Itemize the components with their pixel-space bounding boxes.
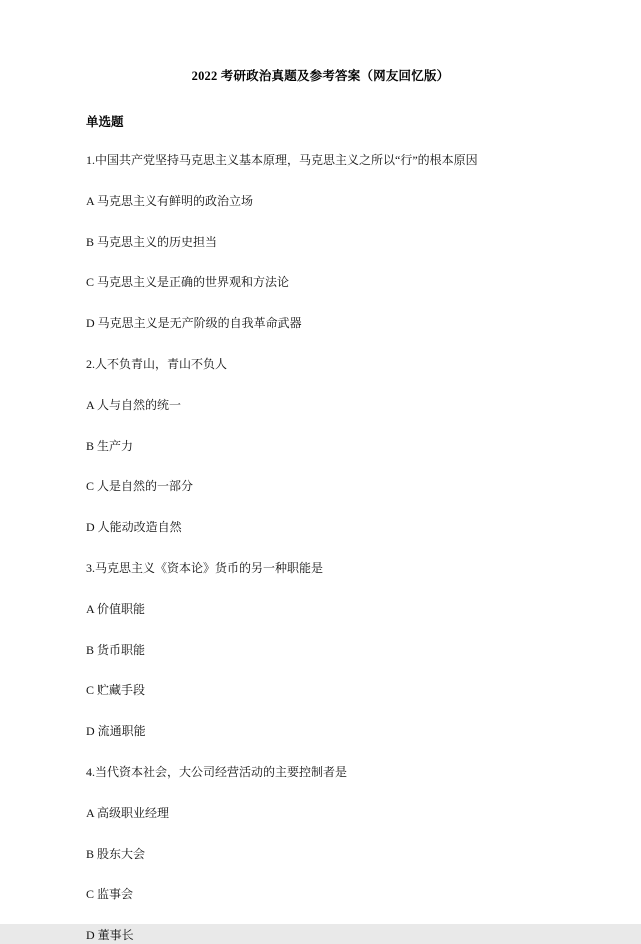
question-option: B 货币职能 — [86, 642, 146, 657]
question-block — [62, 152, 579, 332]
question-block — [62, 764, 579, 944]
question-option: D 马克思主义是无产阶级的自我革命武器 — [86, 316, 302, 331]
question-option: B 生产力 — [86, 438, 134, 453]
question-option: D 人能动改造自然 — [86, 520, 182, 535]
section-heading-single-choice: 单选题 — [86, 115, 124, 129]
question-block — [62, 560, 579, 740]
question-option: B 马克思主义的历史担当 — [86, 234, 218, 249]
question-option: A 马克思主义有鲜明的政治立场 — [86, 193, 254, 208]
question-option: A 人与自然的统一 — [86, 397, 182, 412]
question-option: D 董事长 — [86, 928, 134, 943]
question-block — [62, 356, 579, 536]
question-stem: 1.中国共产党坚持马克思主义基本原理，马克思主义之所以“行”的根本原因 — [86, 153, 478, 167]
question-option: C 监事会 — [86, 887, 134, 902]
question-option: A 高级职业经理 — [86, 805, 170, 820]
question-stem: 2.人不负青山，青山不负人 — [86, 356, 228, 371]
question-stem: 4.当代资本社会，大公司经营活动的主要控制者是 — [86, 764, 348, 779]
question-option: C 人是自然的一部分 — [86, 479, 194, 494]
question-option: C 马克思主义是正确的世界观和方法论 — [86, 275, 290, 290]
question-option: A 价值职能 — [86, 601, 146, 616]
question-stem: 3.马克思主义《资本论》货币的另一种职能是 — [86, 560, 324, 575]
page-title: 2022 考研政治真题及参考答案（网友回忆版） — [191, 69, 450, 83]
question-option: B 股东大会 — [86, 846, 146, 861]
question-option: D 流通职能 — [86, 724, 146, 739]
question-option: C 贮藏手段 — [86, 683, 146, 698]
